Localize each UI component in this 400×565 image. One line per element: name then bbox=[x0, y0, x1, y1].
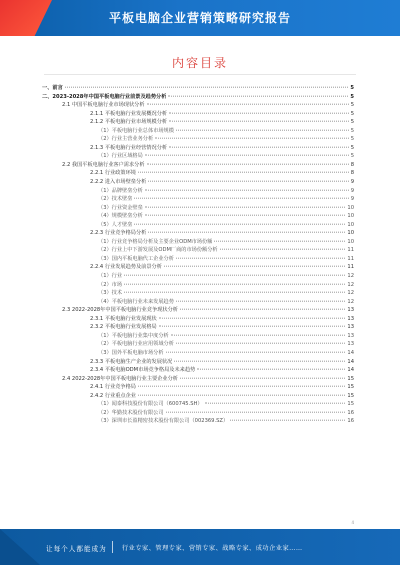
report-title: 平板电脑企业营销策略研究报告 bbox=[108, 11, 291, 25]
toc-leader-dots bbox=[230, 420, 345, 421]
toc-entry-page: 9 bbox=[350, 179, 354, 186]
toc-entry-label: 2.2.1 行业政策环境 bbox=[90, 170, 136, 177]
toc-entry[interactable] bbox=[42, 229, 354, 238]
toc-entry-label: 2.1.2 平板电脑行业市场规模分析 bbox=[90, 119, 168, 126]
toc-entry-page: 13 bbox=[347, 315, 354, 322]
toc-entry-label: （2）平板电脑行业应用领域分析 bbox=[98, 341, 174, 348]
toc-entry-page: 12 bbox=[347, 273, 354, 280]
toc-entry-page: 5 bbox=[350, 110, 354, 117]
toc-entry[interactable] bbox=[42, 383, 354, 392]
toc-leader-dots bbox=[176, 300, 345, 301]
toc-entry-label: （1）行业 bbox=[98, 273, 123, 280]
toc-entry[interactable] bbox=[42, 375, 354, 384]
toc-entry-page: 13 bbox=[347, 341, 354, 348]
toc-leader-dots bbox=[180, 309, 345, 310]
toc-entry[interactable] bbox=[42, 306, 354, 315]
toc-entry-label: （3）国外平板电脑市场分析 bbox=[98, 349, 164, 356]
toc-entry-page: 10 bbox=[347, 230, 354, 237]
toc-entry[interactable] bbox=[42, 263, 354, 272]
toc-entry-label: （4）平板电脑行业未来发展趋势 bbox=[98, 298, 174, 305]
toc-entry-page: 13 bbox=[347, 324, 354, 331]
toc-entry-label: （2）行业上中下游发展及ODM厂商的市场份额分析 bbox=[98, 247, 218, 254]
toc-leader-dots bbox=[220, 249, 346, 250]
toc-entry-label: 2.3.1 平板电脑行业发展现状 bbox=[90, 315, 157, 322]
toc-leader-dots bbox=[166, 352, 346, 353]
toc-entry-page: 5 bbox=[350, 136, 354, 143]
toc-leader-dots bbox=[176, 343, 345, 344]
toc-entry-label: 二、2023-2028年中国平板电脑行业前景及趋势分析 bbox=[42, 93, 167, 100]
toc-leader-dots bbox=[159, 326, 346, 327]
toc-entry[interactable] bbox=[42, 323, 354, 332]
toc-entry-label: 2.2.4 行业发展趋势及前景分析 bbox=[90, 264, 162, 271]
toc-entry-page: 11 bbox=[347, 247, 354, 254]
toc-entry[interactable] bbox=[42, 409, 354, 418]
toc-entry[interactable] bbox=[42, 366, 354, 375]
toc-entry-label: 一、前言 bbox=[42, 85, 63, 91]
toc-entry-page: 8 bbox=[350, 161, 354, 168]
toc-leader-dots bbox=[214, 241, 345, 242]
toc-entry-page: 13 bbox=[347, 307, 354, 314]
toc-entry[interactable] bbox=[42, 101, 354, 110]
toc-leader-dots bbox=[124, 283, 345, 284]
toc-entry[interactable] bbox=[42, 135, 354, 144]
toc-entry[interactable] bbox=[42, 195, 354, 204]
toc-entry-page: 12 bbox=[347, 298, 354, 305]
toc-heading: 内容目录 bbox=[171, 56, 228, 70]
toc-leader-dots bbox=[159, 317, 346, 318]
toc-entry-label: （2）技术壁垒 bbox=[98, 196, 133, 203]
toc-entry-page: 13 bbox=[347, 332, 354, 339]
toc-leader-dots bbox=[155, 138, 349, 139]
toc-entry[interactable] bbox=[42, 110, 354, 119]
report-footer bbox=[0, 529, 400, 565]
toc-entry-label: 2.1 中国平板电脑行业市场现状分析 bbox=[62, 102, 145, 109]
toc-entry[interactable] bbox=[42, 298, 354, 307]
toc-entry-page: 14 bbox=[347, 358, 354, 365]
toc-entry[interactable] bbox=[42, 238, 354, 247]
toc-entry-label: （4）规模壁垒分析 bbox=[98, 213, 143, 220]
toc-entry[interactable] bbox=[42, 400, 354, 409]
toc-entry[interactable] bbox=[42, 84, 354, 93]
toc-leader-dots bbox=[166, 411, 346, 412]
toc-entry-page: 10 bbox=[347, 213, 354, 220]
toc-entry[interactable] bbox=[42, 144, 354, 153]
toc-entry-label: 2.3.2 平板电脑行业发展格局 bbox=[90, 324, 157, 331]
toc-leader-dots bbox=[145, 215, 346, 216]
toc-entry-label: 2.4.1 行业竞争格局 bbox=[90, 384, 136, 391]
toc-heading-divider bbox=[44, 74, 356, 75]
toc-entry-label: 2.3 2022-2028年中国平板电脑行业竞争现状分析 bbox=[62, 307, 178, 314]
toc-entry-label: （1）行业竞争格局分析及主要企业ODM市场份额 bbox=[98, 238, 213, 245]
toc-leader-dots bbox=[169, 112, 349, 113]
toc-entry-label: （2）行业主营业务分析 bbox=[98, 136, 154, 143]
toc-entry[interactable] bbox=[42, 289, 354, 298]
footer-divider bbox=[112, 541, 113, 553]
toc-leader-dots bbox=[147, 104, 349, 105]
toc-entry-label: （1）行业区域格局 bbox=[98, 153, 143, 160]
toc-leader-dots bbox=[134, 198, 348, 199]
toc-leader-dots bbox=[65, 87, 349, 88]
toc-entry-label: （1）平板电脑行业总体市场规模 bbox=[98, 127, 174, 134]
toc-leader-dots bbox=[124, 292, 345, 293]
toc-entry-page: 5 bbox=[350, 119, 354, 126]
toc-entry-label: （2）华勤技术股份有限公司 bbox=[98, 409, 164, 416]
toc-entry-page: 12 bbox=[347, 281, 354, 288]
toc-entry-label: （5）人才壁垒 bbox=[98, 221, 133, 228]
toc-entry-page: 5 bbox=[350, 85, 354, 91]
toc-entry-page: 10 bbox=[347, 204, 354, 211]
toc-leader-dots bbox=[205, 403, 346, 404]
toc-entry-page: 11 bbox=[347, 255, 354, 262]
toc-leader-dots bbox=[180, 377, 345, 378]
toc-entry-page: 5 bbox=[350, 93, 354, 100]
toc-leader-dots bbox=[138, 394, 345, 395]
toc-entry[interactable] bbox=[42, 204, 354, 213]
toc-leader-dots bbox=[147, 164, 349, 165]
toc-entry-page: 9 bbox=[350, 187, 354, 194]
toc-entry-label: 2.1.3 平板电脑行业经营情况分析 bbox=[90, 144, 168, 151]
toc-entry[interactable] bbox=[42, 127, 354, 136]
toc-entry-label: 2.2 我国平板电脑行业客户需求分析 bbox=[62, 161, 145, 168]
toc-entry-page: 15 bbox=[347, 375, 354, 382]
toc-entry-label: （2）市场 bbox=[98, 281, 123, 288]
toc-entry[interactable] bbox=[42, 332, 354, 341]
toc-entry-page: 10 bbox=[347, 221, 354, 228]
toc-entry[interactable] bbox=[42, 178, 354, 187]
toc-entry[interactable] bbox=[42, 340, 354, 349]
footer-tags: 行业专家、管理专家、营销专家、战略专家、成功企业家…… bbox=[122, 545, 303, 552]
toc-leader-dots bbox=[174, 360, 345, 361]
toc-entry-label: 2.1.1 平板电脑行业发展概况分析 bbox=[90, 110, 168, 117]
page-number: 4 bbox=[351, 520, 354, 525]
toc-leader-dots bbox=[145, 189, 349, 190]
toc-entry-label: 2.3.3 平板电脑生产企业的发展状况 bbox=[90, 358, 173, 365]
toc-entry[interactable] bbox=[42, 161, 354, 170]
toc-entry[interactable] bbox=[42, 169, 354, 178]
toc-entry[interactable] bbox=[42, 417, 354, 426]
toc-leader-dots bbox=[134, 223, 345, 224]
toc-entry-label: 2.3.4 平板电脑ODM市场竞争格局及未来趋势 bbox=[90, 367, 196, 374]
toc-entry[interactable] bbox=[42, 392, 354, 401]
toc-leader-dots bbox=[176, 129, 349, 130]
toc-entry-label: 2.2.3 行业竞争格局分析 bbox=[90, 230, 147, 237]
toc-entry-page: 9 bbox=[350, 196, 354, 203]
toc-entry-page: 15 bbox=[347, 392, 354, 399]
toc-entry-page: 5 bbox=[350, 127, 354, 134]
toc-entry[interactable] bbox=[42, 281, 354, 290]
toc-entry-label: 2.4.2 行业重点企业 bbox=[90, 392, 136, 399]
toc-entry-page: 5 bbox=[350, 144, 354, 151]
toc-leader-dots bbox=[145, 155, 349, 156]
toc-entry[interactable] bbox=[42, 315, 354, 324]
toc-entry[interactable] bbox=[42, 187, 354, 196]
toc-entry-page: 11 bbox=[347, 264, 354, 271]
footer-accent-triangle bbox=[0, 529, 40, 565]
toc-entry-label: 2.4 2022-2028年中国平板电脑行业主要企业分析 bbox=[62, 375, 178, 382]
toc-entry-page: 12 bbox=[347, 290, 354, 297]
toc-entry-label: （1）闻泰科技股份有限公司（600745.SH） bbox=[98, 401, 203, 408]
toc-leader-dots bbox=[169, 147, 349, 148]
toc-entry[interactable] bbox=[42, 93, 354, 102]
toc-entry-page: 5 bbox=[350, 153, 354, 160]
table-of-contents bbox=[42, 84, 354, 426]
toc-entry[interactable] bbox=[42, 255, 354, 264]
toc-entry-label: （1）平板电脑行业集中度分析 bbox=[98, 332, 169, 339]
toc-entry-page: 10 bbox=[347, 238, 354, 245]
toc-leader-dots bbox=[171, 335, 346, 336]
toc-leader-dots bbox=[145, 206, 346, 207]
toc-leader-dots bbox=[124, 275, 345, 276]
toc-leader-dots bbox=[148, 232, 345, 233]
toc-leader-dots bbox=[138, 386, 345, 387]
toc-entry-label: （3）技术 bbox=[98, 290, 123, 297]
toc-entry-page: 8 bbox=[350, 170, 354, 177]
toc-entry[interactable] bbox=[42, 221, 354, 230]
toc-entry-label: （1）品牌壁垒分析 bbox=[98, 187, 143, 194]
report-header bbox=[0, 0, 400, 36]
toc-entry-page: 5 bbox=[350, 102, 354, 109]
toc-leader-dots bbox=[138, 172, 349, 173]
toc-entry-page: 15 bbox=[347, 401, 354, 408]
toc-entry[interactable] bbox=[42, 152, 354, 161]
toc-leader-dots bbox=[148, 181, 348, 182]
toc-entry[interactable] bbox=[42, 358, 354, 367]
toc-entry[interactable] bbox=[42, 118, 354, 127]
toc-entry[interactable] bbox=[42, 212, 354, 221]
toc-entry-page: 16 bbox=[347, 418, 354, 425]
toc-entry[interactable] bbox=[42, 246, 354, 255]
toc-entry-page: 15 bbox=[347, 384, 354, 391]
toc-entry-label: （3）深圳市长盈精密技术股份有限公司（002369.SZ） bbox=[98, 418, 229, 425]
toc-entry-page: 14 bbox=[347, 367, 354, 374]
toc-leader-dots bbox=[169, 121, 349, 122]
toc-entry-label: 2.2.2 进入市场壁垒分析 bbox=[90, 179, 147, 186]
toc-leader-dots bbox=[164, 266, 345, 267]
toc-leader-dots bbox=[168, 95, 348, 96]
toc-entry-label: （3）行业资金壁垒 bbox=[98, 204, 143, 211]
toc-entry[interactable] bbox=[42, 349, 354, 358]
toc-entry-label: （3）国内平板电脑代工企业分析 bbox=[98, 255, 174, 262]
toc-entry[interactable] bbox=[42, 272, 354, 281]
toc-entry-page: 14 bbox=[347, 349, 354, 356]
toc-leader-dots bbox=[176, 258, 345, 259]
toc-entry-page: 16 bbox=[347, 409, 354, 416]
toc-leader-dots bbox=[197, 369, 345, 370]
footer-slogan: 让每个人都能成为 bbox=[46, 545, 107, 553]
